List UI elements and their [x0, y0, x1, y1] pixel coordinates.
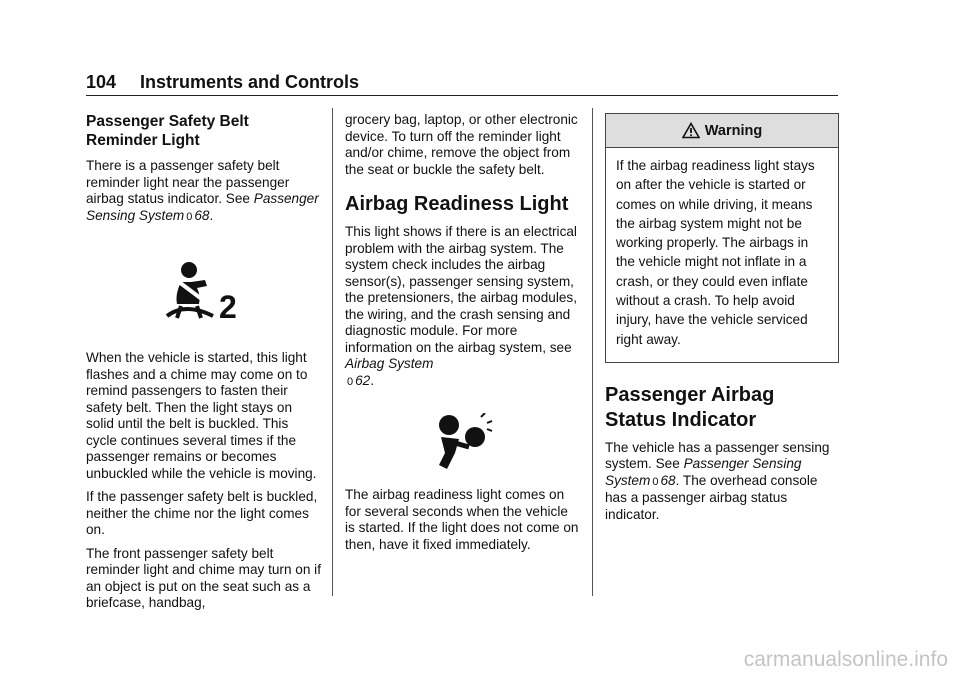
- reference-arrow-icon: 0: [347, 375, 354, 388]
- seatbelt-icon-container: [86, 232, 322, 350]
- paragraph: The front passenger safety belt reminder light and chime may turn on if an object is put on the seat such as a briefcase, handbag,: [86, 545, 321, 610]
- reference-arrow-icon: 0: [186, 210, 193, 223]
- page-reference[interactable]: 68: [194, 207, 210, 223]
- paragraph: The airbag readiness light comes on for several seconds when the vehicle is started. If the light does not come on then, have it fixed immediately.: [345, 487, 579, 552]
- paragraph: If the passenger safety belt is buckled, neither the chime nor the light comes on.: [86, 489, 318, 537]
- paragraph: There is a passenger safety belt reminder light near the passenger airbag status indicator. See Passenger Sensing System 0 68.: [86, 158, 319, 223]
- warning-header: [606, 114, 838, 148]
- section-title: Instruments and Controls: [140, 72, 360, 92]
- column-divider: [592, 108, 593, 596]
- airbag-icon-container: [345, 397, 581, 487]
- warning-triangle-icon: [682, 122, 700, 139]
- airbag-readiness-icon: [433, 413, 493, 471]
- column-3: [605, 112, 839, 530]
- cross-reference-link[interactable]: Passenger Sensing System: [605, 456, 802, 488]
- section-heading-safety-belt: Passenger Safety Belt Reminder Light: [86, 113, 249, 149]
- column-1: [86, 112, 322, 619]
- paragraph: The vehicle has a passenger sensing system. See Passenger Sensing System 0 68. The overhead console has a passenger airbag status indicator.: [605, 439, 830, 522]
- section-heading-airbag-readiness: Airbag Readiness Light: [345, 193, 569, 215]
- page-number: 104: [86, 72, 117, 92]
- paragraph: grocery bag, laptop, or other electronic device. To turn off the reminder light and/or chime, remove the object from the seat or buckle the safety belt.: [345, 112, 578, 177]
- column-2: [345, 112, 581, 560]
- cross-reference-link[interactable]: Passenger Sensing System: [86, 191, 319, 223]
- page-reference[interactable]: 68: [660, 472, 676, 488]
- paragraph: When the vehicle is started, this light flashes and a chime may come on to remind passengers to fasten their safety belt. Then the light stays on solid until the belt is buckled. This cycle continues several times if the passenger remains or becomes unbuckled while the vehicle is moving.: [86, 350, 317, 481]
- seatbelt-icon-label: 2: [219, 289, 237, 322]
- seatbelt-reminder-icon: [157, 260, 251, 322]
- warning-body: [606, 148, 838, 362]
- cross-reference-link[interactable]: Airbag System: [345, 356, 434, 371]
- warning-text: If the airbag readiness light stays on after the vehicle is started or comes on while driving, it means the airbag system might not be working properly. The airbags in the vehicle might not inflate in a crash, or they could even inflate without a crash. To help avoid injury, have the vehicle serviced right away.: [616, 158, 815, 347]
- watermark: carmanualsonline.info: [743, 648, 948, 671]
- reference-arrow-icon: 0: [652, 475, 659, 488]
- page-header: [86, 70, 838, 96]
- page-reference[interactable]: 62: [355, 372, 371, 388]
- warning-title: Warning: [704, 122, 763, 139]
- section-heading-passenger-airbag-status: Passenger Airbag Status Indicator: [605, 383, 775, 431]
- paragraph: This light shows if there is an electrical problem with the airbag system. The system check includes the airbag sensor(s), passenger sensing system, the pretensioners, the airbag modules, the wiring, and the crash sensing and diagnostic module. For more information on the airbag system, see Airbag System 0 62.: [345, 224, 577, 388]
- warning-box: [605, 113, 839, 363]
- column-divider: [332, 108, 333, 596]
